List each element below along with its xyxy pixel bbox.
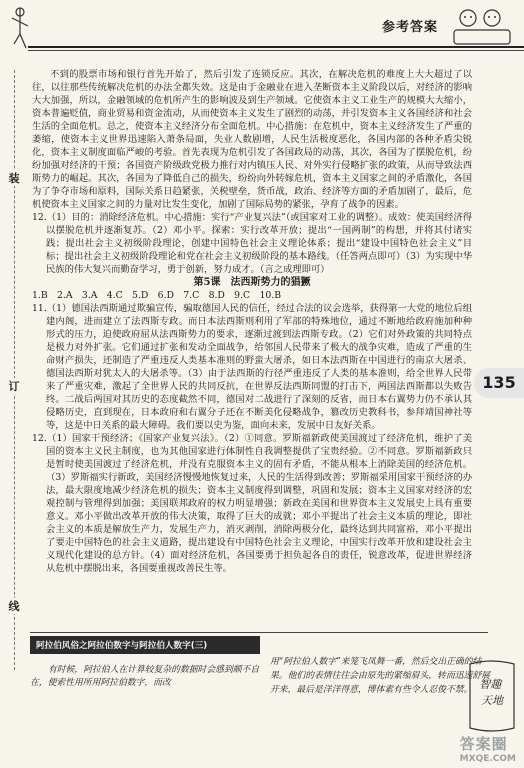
header-rule (28, 46, 524, 48)
answer-content (32, 68, 472, 575)
margin-mark-ding: 订 (3, 378, 25, 394)
doodle-figure-icon (6, 4, 34, 64)
header-title: 参考答案 (381, 20, 438, 35)
scroll-banner-line-1: 智趣 (479, 678, 502, 691)
scroll-banner-line-2: 天地 (481, 694, 503, 707)
answer-12: 12.（1）国家干预经济；《国家产业复兴法》。（2）①同意。罗斯福新政使美国渡过了经济危机，维护了美国的资本主义民主制度，也为其他国家进行体制性自我调整提供了宝贵经验。②不同意。罗斯福新政只是暂时使美国渡过了经济危机，并没有克服资本主义的固有矛盾，不能从根本上消除美国的经济危机。（3）罗斯福实行新政，美国经济慢慢地恢复过来，人民的生活得到改善；罗斯福采用国家干预经济的办法，最大限度地减少经济危机的损失；资本主义制度得到调整，巩固和发展；资本主义国家对经济的宏观控制与管理得到加强；美国联邦政府的权力明显增强；新政在美国和世界资本主义发展史上具有重要意义。邓小平做出改革开放的伟大决策，取得了巨大的成就；邓小平提出了社会主义本质的理论，即社会主义的本质是解放生产力，发展生产力，消灭剥削，消除两极分化，最终达到共同富裕，邓小平提出了要走中国特色的社会主义道路，提出建设有中国特色社会主义理论，中国实行改革开放和建设社会主义现代化建设的总方针。（4）面对经济危机，各国要勇于担负起各自的责任，锐意改革，促进世界经济从危机中摆脱出来，各国要重视改善民生等。 (32, 433, 472, 574)
answer-12-previous: 12.（1）目的：消除经济危机。中心措施：实行“产业复兴法”（或国家对工业的调整）。成效：使美国经济得以摆脱危机并逐渐复苏。（2）邓小平。探索：实行改革开放；提出“一国两制”的构想，并将其付诸实践；提出社会主义初级阶段理论，创建中国特色社会主义理论体系；提出“建设中国特色社会主义”目标；提出社会主义初级阶段理论和党在社会主义初级阶段的基本路线。（任答两点即可）（3）为实现中华民族的伟大复兴而勤奋学习，勇于创新，努力成才。（言之成理即可） (32, 212, 472, 275)
margin-mark-zhuang: 装 (3, 170, 25, 186)
header-rule-thin (28, 50, 524, 51)
binding-dashed-line (14, 70, 15, 670)
scroll-banner-icon (464, 658, 520, 734)
watermark-main: 答案圈 (459, 735, 508, 753)
page-header (0, 0, 524, 60)
culture-box (30, 636, 260, 764)
paragraph-continued: 不到的股票市场和银行首先开始了，然后引发了连锁反应。其次，在解决危机的难度上大大超过了以往，以往那些传统解决危机的办法全都失效。这是由于金融业在进入垄断资本主义阶段以后，对经济的影响大大加强，所以，金融领域的危机所产生的影响波及到生产领域。它使资本主义工业生产的规模大大缩小，资本普遍贬值，商业贸易和资金流动，从而使资本主义发生了剧烈的动荡，并引发资本主义各国经济和社会生活的全面危机。总之，使资本主义经济分布全面危机。中心措施：在危机中，资本主义经济发生了严重的萎缩，使资本主义世界迅速陷入萧条局面，失业人数剧增，人民生活极度恶化，各国内部的各种矛盾尖锐化，资本主义制度面临严峻的考验。首先表现为危机引发了各国政局的动荡，其次，各国为了摆脱危机，纷纷加强对经济的干预；各国资产阶级政党极力推行对内镇压人民、对外实行侵略扩张的政策，从而导致法西斯势力的崛起。其次，各国为了降低自己的损失，纷纷向外转嫁危机，资本主义国家之间的矛盾激化，各国为了争夺市场和原料，国际关系日趋紧张，关税壁垒，货币战，政治、经济等方面的矛盾加剧了，最后，危机使资本主义国家之间的力量对比发生变化，加剧了国际局势的紧张，孕育了战争的因素。 (32, 69, 472, 210)
culture-box-continued: 用“阿拉伯人数字”来笼飞凤舞一番，然后交出正确的结果。他们的表情往往会由原先的紧缩眉头，转而迅速舒展开来，最后是洋洋得意，博体素有些令人忍俊不禁。 (270, 656, 490, 695)
lesson-title: 第5课 法西斯势力的猖獗 (193, 277, 311, 288)
scroll-banner-text (479, 678, 505, 707)
margin-mark-xian: 线 (3, 598, 25, 614)
answer-11: 11.（1）德国法西斯通过欺骗宣传，骗取德国人民的信任，经过合法的议会选举，获得第一大党的地位后组建内阁，进而建立了法西斯专政。而日本法西斯则利用了军部的特殊地位，通过不断地给政府施加种种形式的压力，迫使政府屈从法西斯势力的要求，逐渐过渡到法西斯专政。（2）它们对外政策的共同特点是极力对外扩张。它们通过扩张和发动全面战争，给邻国人民带来了极大的战争灾难，造成了严重的生命财产损失，还制造了严重违反人类基本准则的野蛮大屠杀，如日本法西斯在中国进行的南京大屠杀、德国法西斯对犹太人的大屠杀等。（3）由于法西斯的行径严重违反了人类的基本准则，给全世界人民带来了严重灾难，激起了全世界人民的共同反抗，在世界反法西斯同盟的打击下，两国法西斯都以失败告终。二战后两国对其历史的态度截然不同，德国对二战进行了深刻的反省，而日本右翼势力仍不承认其侵略历史，直到现在，日本政府和右翼分子还在不断美化侵略战争，篡改历史教科书，参拜靖国神社等等，这是中日关系的最大障碍。我们要以史为鉴，面向未来，发展中日友好关系。 (32, 303, 472, 431)
section-divider (30, 632, 488, 633)
watermark-logo (460, 733, 516, 764)
culture-box-text: 有时候，阿拉伯人在计算较复杂的数据时会感到颇不自在，便索性用所用阿拉伯数字，而改 (30, 665, 260, 688)
cartoon-students-icon (450, 4, 514, 48)
page-number: 135 (474, 368, 524, 398)
binding-margin (0, 70, 26, 670)
choice-answers: 1.B 2.A 3.A 4.C 5.D 6.D 7.C 8.D 9.C 10.B (32, 290, 282, 301)
watermark-sub: MXQE.COM (459, 754, 516, 764)
culture-box-title: 阿拉伯风俗之阿拉伯数字与阿拉伯人数字(三) (30, 636, 260, 654)
